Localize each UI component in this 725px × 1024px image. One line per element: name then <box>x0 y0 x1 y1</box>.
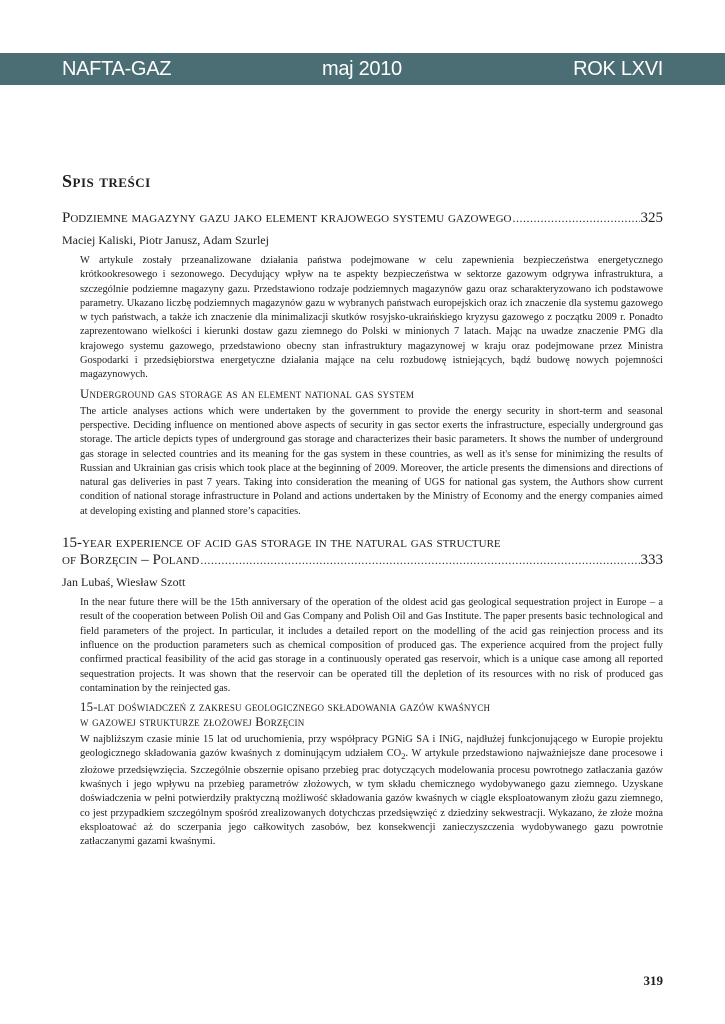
article-2-abstract-pl <box>80 733 663 849</box>
abstract-pl-part-2: . W artykule przedstawiono najważniejsze dane procesowe i złożowe przedsięwzięcia. Szczególnie obszernie opisano przebieg prac dotyczących modelowania procesu powrotnego zatłaczania gazów kwaśnych i jego wpływu na przebieg parametrów złożowych, w tym składu chemicznego wydobywanego gazu ziemnego. Uzyskane doświadczenia w pełni potwierdziły praktyczną możliwość składowania gazów kwaśnych w ciągle eksploatowanym złożu gazu ziemnego, co jest przypadkiem szczególnym spośród zrealizowanych dotychczas przedsięwzięć z dziedziny sekwestracji. Wykazano, że złoże można eksploatować aż do sczerpania jego całkowitych zasobów, bez konsekwencji zanieczyszczenia wydobywanego gazu powrotnie zatłaczanymi gazami kwaśnymi. <box>80 748 663 848</box>
article-1-page: 325 <box>640 210 663 226</box>
table-of-contents <box>62 170 663 850</box>
article-2-title-pl <box>80 700 663 730</box>
article-2-title-end: of Borzęcin – Poland <box>62 552 200 569</box>
toc-title: Spis treści <box>62 171 151 191</box>
article-2-title-line-1[interactable]: 15-year experience of acid gas storage in the natural gas structure <box>62 535 501 552</box>
article-2-title-pl-line-1: 15-lat doświadczeń z zakresu geologicznego składowania gazów kwaśnych <box>80 700 491 715</box>
issue-date: maj 2010 <box>322 58 402 80</box>
toc-entry-2 <box>62 535 663 850</box>
co2-subscript: 2 <box>401 751 406 762</box>
volume-number: ROK LXVI <box>573 58 663 80</box>
article-2-abstract-en: In the near future there will be the 15th anniversary of the operation of the oldest acid gas geological sequestration project in Europe – a result of the cooperation between Polish Oil and Gas Company and Polish Oil and Gas Institute. The paper presents basic technological and field parameters of the project. In particular, it includes a detailed report on the modelling of the acid gas reinjection process and its influence on the production parameters such as chemical composition of produced gas. The experience acquired from the project fully confirmed practical feasibility of the acid gas storage in a continuously operated gas reservoir, which is a unique case among all reported sequestration projects. It was shown that the reservoir can be operated till the depletion of its resources with no risk of produced gas contamination by the reinjected gas. <box>80 597 663 694</box>
page-number: 319 <box>643 973 663 988</box>
article-2-authors: Jan Lubaś, Wiesław Szott <box>62 575 186 590</box>
article-1-authors: Maciej Kaliski, Piotr Janusz, Adam Szurlej <box>62 233 269 247</box>
journal-name: NAFTA-GAZ <box>62 58 172 80</box>
toc-entry-1 <box>62 210 663 519</box>
journal-header-bar <box>0 53 725 85</box>
article-1-abstract-pl: W artykule zostały przeanalizowane działania państwa podejmowane w celu zapewnienia bezpieczeństwa energetycznego krótkookresowego i sezonowego. Decydujący wpływ na te aspekty bezpieczeństwa w sektorze gazowym odgrywa infrastruktura, a szczególnie podziemne magazyny gazu. Przedstawiono rodzaje podziemnych magazynów gazu oraz scharakteryzowano ich podstawowe parametry. Ukazano liczbę podziemnych magazynów gazu w wybranych państwach europejskich oraz ich znaczenie dla systemu gazowego w tych państwach, a także ich znaczenie dla minimalizacji skutków rosyjsko-ukraińskiego kryzysu gazowego z początku 2009 r. Ponadto zaprezentowano wielkości i kierunki dostaw gazu ziemnego do Polski w minionych 7 latach. Mając na uwadze znaczenie PMG dla krajowego systemu gazowego, przedstawiono obecny stan infrastruktury magazynowej w kraju oraz podejmowane przez Ministra Gospodarki i przedsiębiorstwa energetyczne działania mające na celu rozbudowę istniejących, bądź budowę nowych pojemności magazynowych. <box>80 255 663 381</box>
article-1-title-line[interactable] <box>62 210 663 227</box>
leader-dots <box>200 552 639 569</box>
abstract-pl-part-1: W najbliższym czasie minie 15 lat od uruchomienia, przy współpracy PGNiG SA i INiG, najdłużej funkcjonującego w Europie projektu geologicznego składowania gazów kwaśnych z dominującym udziałem CO <box>80 734 663 760</box>
article-1-title-en: Underground gas storage as an element national gas system <box>80 386 415 401</box>
article-2-page: 333 <box>640 552 663 569</box>
article-2-title-line-2[interactable] <box>62 552 663 569</box>
leader-dots <box>513 210 640 227</box>
article-1-abstract-en: The article analyses actions which were undertaken by the government to provide the energy security in short-term and seasonal perspective. Deciding influence on mentioned above aspects of security in gas sector exerts the infrastructure, especially underground gas storage. The article depicts types of underground gas storage and characterizes their basic parameters. It shows the number of underground gas storage in selected countries and its meaning for the gas system in these countries, as well as it's sense for minimizing the results of Russian and Ukrainian gas crisis which took place at the beginning of 2009. Moreover, the article presents the dimensions and directions of natural gas deliveries in past 7 years. Taking into consideration the meaning of UGS for national gas system, the Authors show current condition of national storage infrastructure in Poland and actions undertaken by the Ministry of Economy and the energy companies aimed at developing existing and planned store’s capacities. <box>80 405 663 517</box>
article-1-title: Podziemne magazyny gazu jako element krajowego systemu gazowego <box>62 210 512 226</box>
article-2-title-pl-line-2: w gazowej strukturze złożowej Borzęcin <box>80 715 305 730</box>
